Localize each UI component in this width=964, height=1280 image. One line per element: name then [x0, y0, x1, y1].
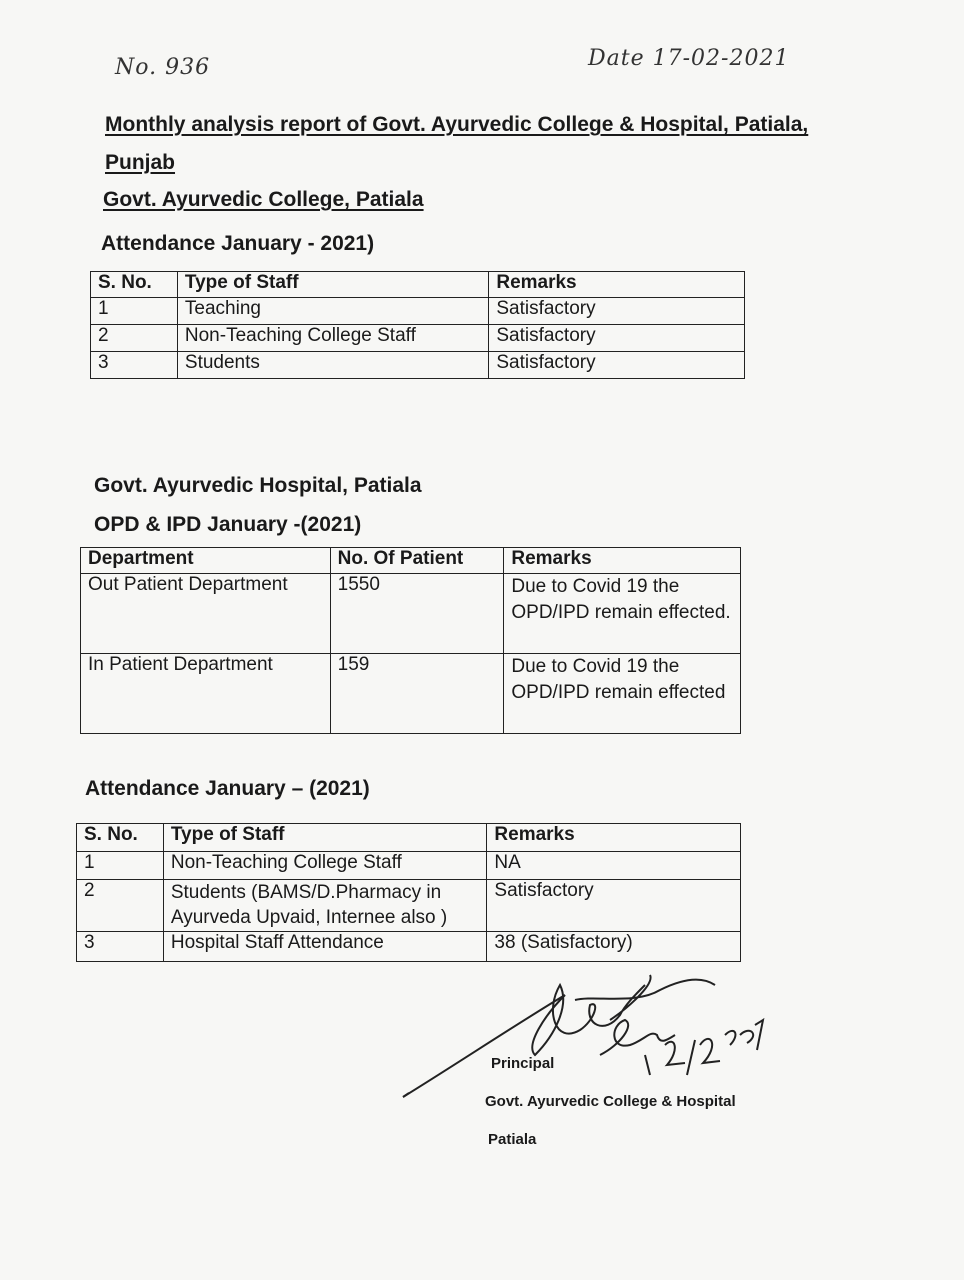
cell-sno: 3 — [77, 932, 164, 962]
column-header: Remarks — [504, 548, 741, 574]
college-subheading: Attendance January - 2021) — [101, 232, 375, 255]
cell-staff-type: Students — [177, 352, 488, 379]
signatory-title: Principal — [491, 1055, 555, 1072]
signatory-city: Patiala — [488, 1131, 537, 1148]
column-header: No. Of Patient — [330, 548, 504, 574]
cell-sno: 3 — [91, 352, 178, 379]
hospital-heading: Govt. Ayurvedic Hospital, Patiala — [94, 474, 422, 497]
column-header: Remarks — [487, 824, 741, 852]
table-row — [77, 880, 741, 932]
cell-patients: 1550 — [330, 574, 504, 654]
table-row — [91, 298, 745, 325]
cell-remarks: Satisfactory — [489, 298, 745, 325]
cell-staff-type: Non-Teaching College Staff — [177, 325, 488, 352]
table-header-row — [77, 824, 741, 852]
cell-remarks: Satisfactory — [487, 880, 741, 932]
table-row — [77, 852, 741, 880]
table-row — [91, 325, 745, 352]
cell-staff-type: Teaching — [177, 298, 488, 325]
document-date: Date 17-02-2021 — [588, 46, 790, 71]
table-row — [77, 932, 741, 962]
cell-department: Out Patient Department — [81, 574, 331, 654]
reference-number: No. 936 — [115, 55, 211, 80]
signatory-organization: Govt. Ayurvedic College & Hospital — [485, 1093, 736, 1110]
hospital-attendance-table — [76, 823, 741, 962]
handwritten-signature — [395, 965, 785, 1105]
cell-remarks: Satisfactory — [489, 352, 745, 379]
column-header: Department — [81, 548, 331, 574]
table-header-row — [91, 272, 745, 298]
cell-department: In Patient Department — [81, 654, 331, 734]
table-row — [91, 352, 745, 379]
cell-patients: 159 — [330, 654, 504, 734]
college-heading: Govt. Ayurvedic College, Patiala — [103, 188, 424, 211]
cell-staff-type: Non-Teaching College Staff — [163, 852, 487, 880]
table-header-row — [81, 548, 741, 574]
hospital-attendance-heading: Attendance January – (2021) — [85, 777, 370, 800]
report-title: Monthly analysis report of Govt. Ayurvedic College & Hospital, Patiala, Punjab — [105, 113, 809, 174]
cell-staff-type: Students (BAMS/D.Pharmacy in Ayurveda Upvaid, Internee also ) — [163, 880, 487, 932]
column-header: Type of Staff — [163, 824, 487, 852]
cell-sno: 1 — [91, 298, 178, 325]
cell-remarks: Due to Covid 19 the OPD/IPD remain effected. — [504, 574, 741, 654]
table-row — [81, 654, 741, 734]
column-header: S. No. — [91, 272, 178, 298]
opd-ipd-table — [80, 547, 741, 734]
column-header: Remarks — [489, 272, 745, 298]
cell-remarks: NA — [487, 852, 741, 880]
column-header: S. No. — [77, 824, 164, 852]
cell-sno: 2 — [91, 325, 178, 352]
table-row — [81, 574, 741, 654]
college-attendance-table — [90, 271, 745, 379]
hospital-subheading: OPD & IPD January -(2021) — [94, 513, 362, 536]
cell-staff-type: Hospital Staff Attendance — [163, 932, 487, 962]
cell-remarks: Due to Covid 19 the OPD/IPD remain effected — [504, 654, 741, 734]
cell-remarks: 38 (Satisfactory) — [487, 932, 741, 962]
cell-sno: 1 — [77, 852, 164, 880]
cell-remarks: Satisfactory — [489, 325, 745, 352]
cell-sno: 2 — [77, 880, 164, 932]
column-header: Type of Staff — [177, 272, 488, 298]
